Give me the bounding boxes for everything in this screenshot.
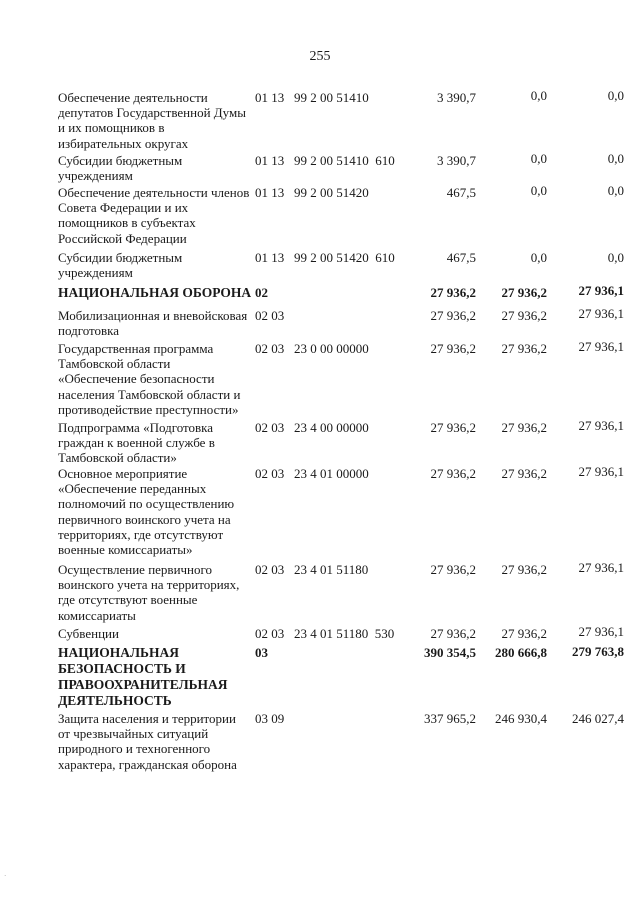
- row-value-2: 0,0: [530, 88, 547, 103]
- row-value-1: 27 936,2: [430, 466, 476, 481]
- row-name: Мобилизационная и вневойсковая подготовка: [58, 308, 248, 339]
- row-value-1: 467,5: [446, 250, 476, 265]
- scan-margin-mark: ·: [4, 872, 7, 880]
- row-value-3: 27 936,1: [578, 560, 624, 575]
- row-value-1: 337 965,2: [424, 711, 476, 726]
- row-name: Защита населения и территории от чрезвычайных ситуаций природного и техногенного характера, гражданская оборона: [58, 711, 237, 772]
- row-code: 02: [255, 285, 268, 300]
- row-value-2: 27 936,2: [501, 466, 547, 481]
- row-value-3: 27 936,1: [578, 283, 624, 298]
- row-value-2: 246 930,4: [495, 711, 547, 726]
- row-name: Субвенции: [58, 626, 119, 641]
- page-number: 255: [309, 49, 331, 64]
- row-name: НАЦИОНАЛЬНАЯ БЕЗОПАСНОСТЬ И ПРАВООХРАНИТЕЛЬНАЯ ДЕЯТЕЛЬНОСТЬ: [58, 645, 228, 708]
- row-code: 02 03 23 0 00 00000: [255, 341, 369, 356]
- row-code: 01 13 99 2 00 51420 610: [255, 250, 395, 265]
- row-value-2: 280 666,8: [495, 645, 547, 660]
- row-code: 03 09: [255, 711, 285, 726]
- row-value-1: 3 390,7: [437, 153, 476, 168]
- row-value-3: 27 936,1: [578, 418, 624, 433]
- row-value-2: 27 936,2: [501, 626, 547, 641]
- row-name: Обеспечение деятельности депутатов Государственной Думы и их помощников в избирательных округах: [58, 90, 246, 151]
- row-value-1: 390 354,5: [424, 645, 476, 660]
- row-value-3: 0,0: [607, 88, 624, 103]
- row-code: 02 03: [255, 308, 285, 323]
- row-value-2: 0,0: [530, 151, 547, 166]
- row-value-1: 27 936,2: [430, 562, 476, 577]
- row-code: 02 03 23 4 01 00000: [255, 466, 369, 481]
- row-name: Осуществление первичного воинского учета на территориях, где отсутствуют военные комиссариаты: [58, 562, 240, 623]
- row-value-3: 279 763,8: [572, 644, 624, 659]
- row-name: Основное мероприятие «Обеспечение переданных полномочий по осуществлению первичного воинского учета на территориях, где отсутствуют военные комиссариаты»: [58, 466, 235, 558]
- row-value-1: 27 936,2: [430, 308, 476, 323]
- row-name: НАЦИОНАЛЬНАЯ ОБОРОНА: [58, 285, 252, 300]
- row-value-2: 27 936,2: [501, 420, 547, 435]
- row-value-1: 27 936,2: [430, 341, 476, 356]
- row-value-2: 0,0: [530, 250, 547, 265]
- row-value-2: 27 936,2: [501, 562, 547, 577]
- row-value-3: 0,0: [607, 250, 624, 265]
- row-value-1: 3 390,7: [437, 90, 476, 105]
- row-value-3: 27 936,1: [578, 624, 624, 639]
- row-value-1: 467,5: [446, 185, 476, 200]
- row-value-1: 27 936,2: [430, 420, 476, 435]
- row-code: 02 03 23 4 00 00000: [255, 420, 369, 435]
- row-value-3: 0,0: [607, 151, 624, 166]
- row-code: 01 13 99 2 00 51420: [255, 185, 369, 200]
- row-value-3: 27 936,1: [578, 339, 624, 354]
- row-value-2: 27 936,2: [501, 285, 547, 300]
- row-value-3: 246 027,4: [572, 711, 624, 726]
- row-code: 01 13 99 2 00 51410 610: [255, 153, 395, 168]
- row-value-3: 27 936,1: [578, 306, 624, 321]
- row-name: Подпрограмма «Подготовка граждан к военной службе в Тамбовской области»: [58, 420, 215, 466]
- row-name: Субсидии бюджетным учреждениям: [58, 153, 183, 184]
- row-code: 02 03 23 4 01 51180: [255, 562, 369, 577]
- row-value-2: 0,0: [530, 183, 547, 198]
- row-value-2: 27 936,2: [501, 341, 547, 356]
- row-value-3: 27 936,1: [578, 464, 624, 479]
- row-value-1: 27 936,2: [430, 626, 476, 641]
- row-value-3: 0,0: [607, 183, 624, 198]
- row-code: 02 03 23 4 01 51180 530: [255, 626, 395, 641]
- row-name: Субсидии бюджетным учреждениям: [58, 250, 183, 281]
- row-code: 03: [255, 645, 268, 660]
- row-name: Государственная программа Тамбовской области «Обеспечение безопасности населения Тамбовской области и противодействие преступности»: [58, 341, 241, 417]
- row-value-2: 27 936,2: [501, 308, 547, 323]
- row-value-1: 27 936,2: [430, 285, 476, 300]
- row-code: 01 13 99 2 00 51410: [255, 90, 369, 105]
- row-name: Обеспечение деятельности членов Совета Федерации и их помощников в субъектах Российской Федерации: [58, 185, 250, 246]
